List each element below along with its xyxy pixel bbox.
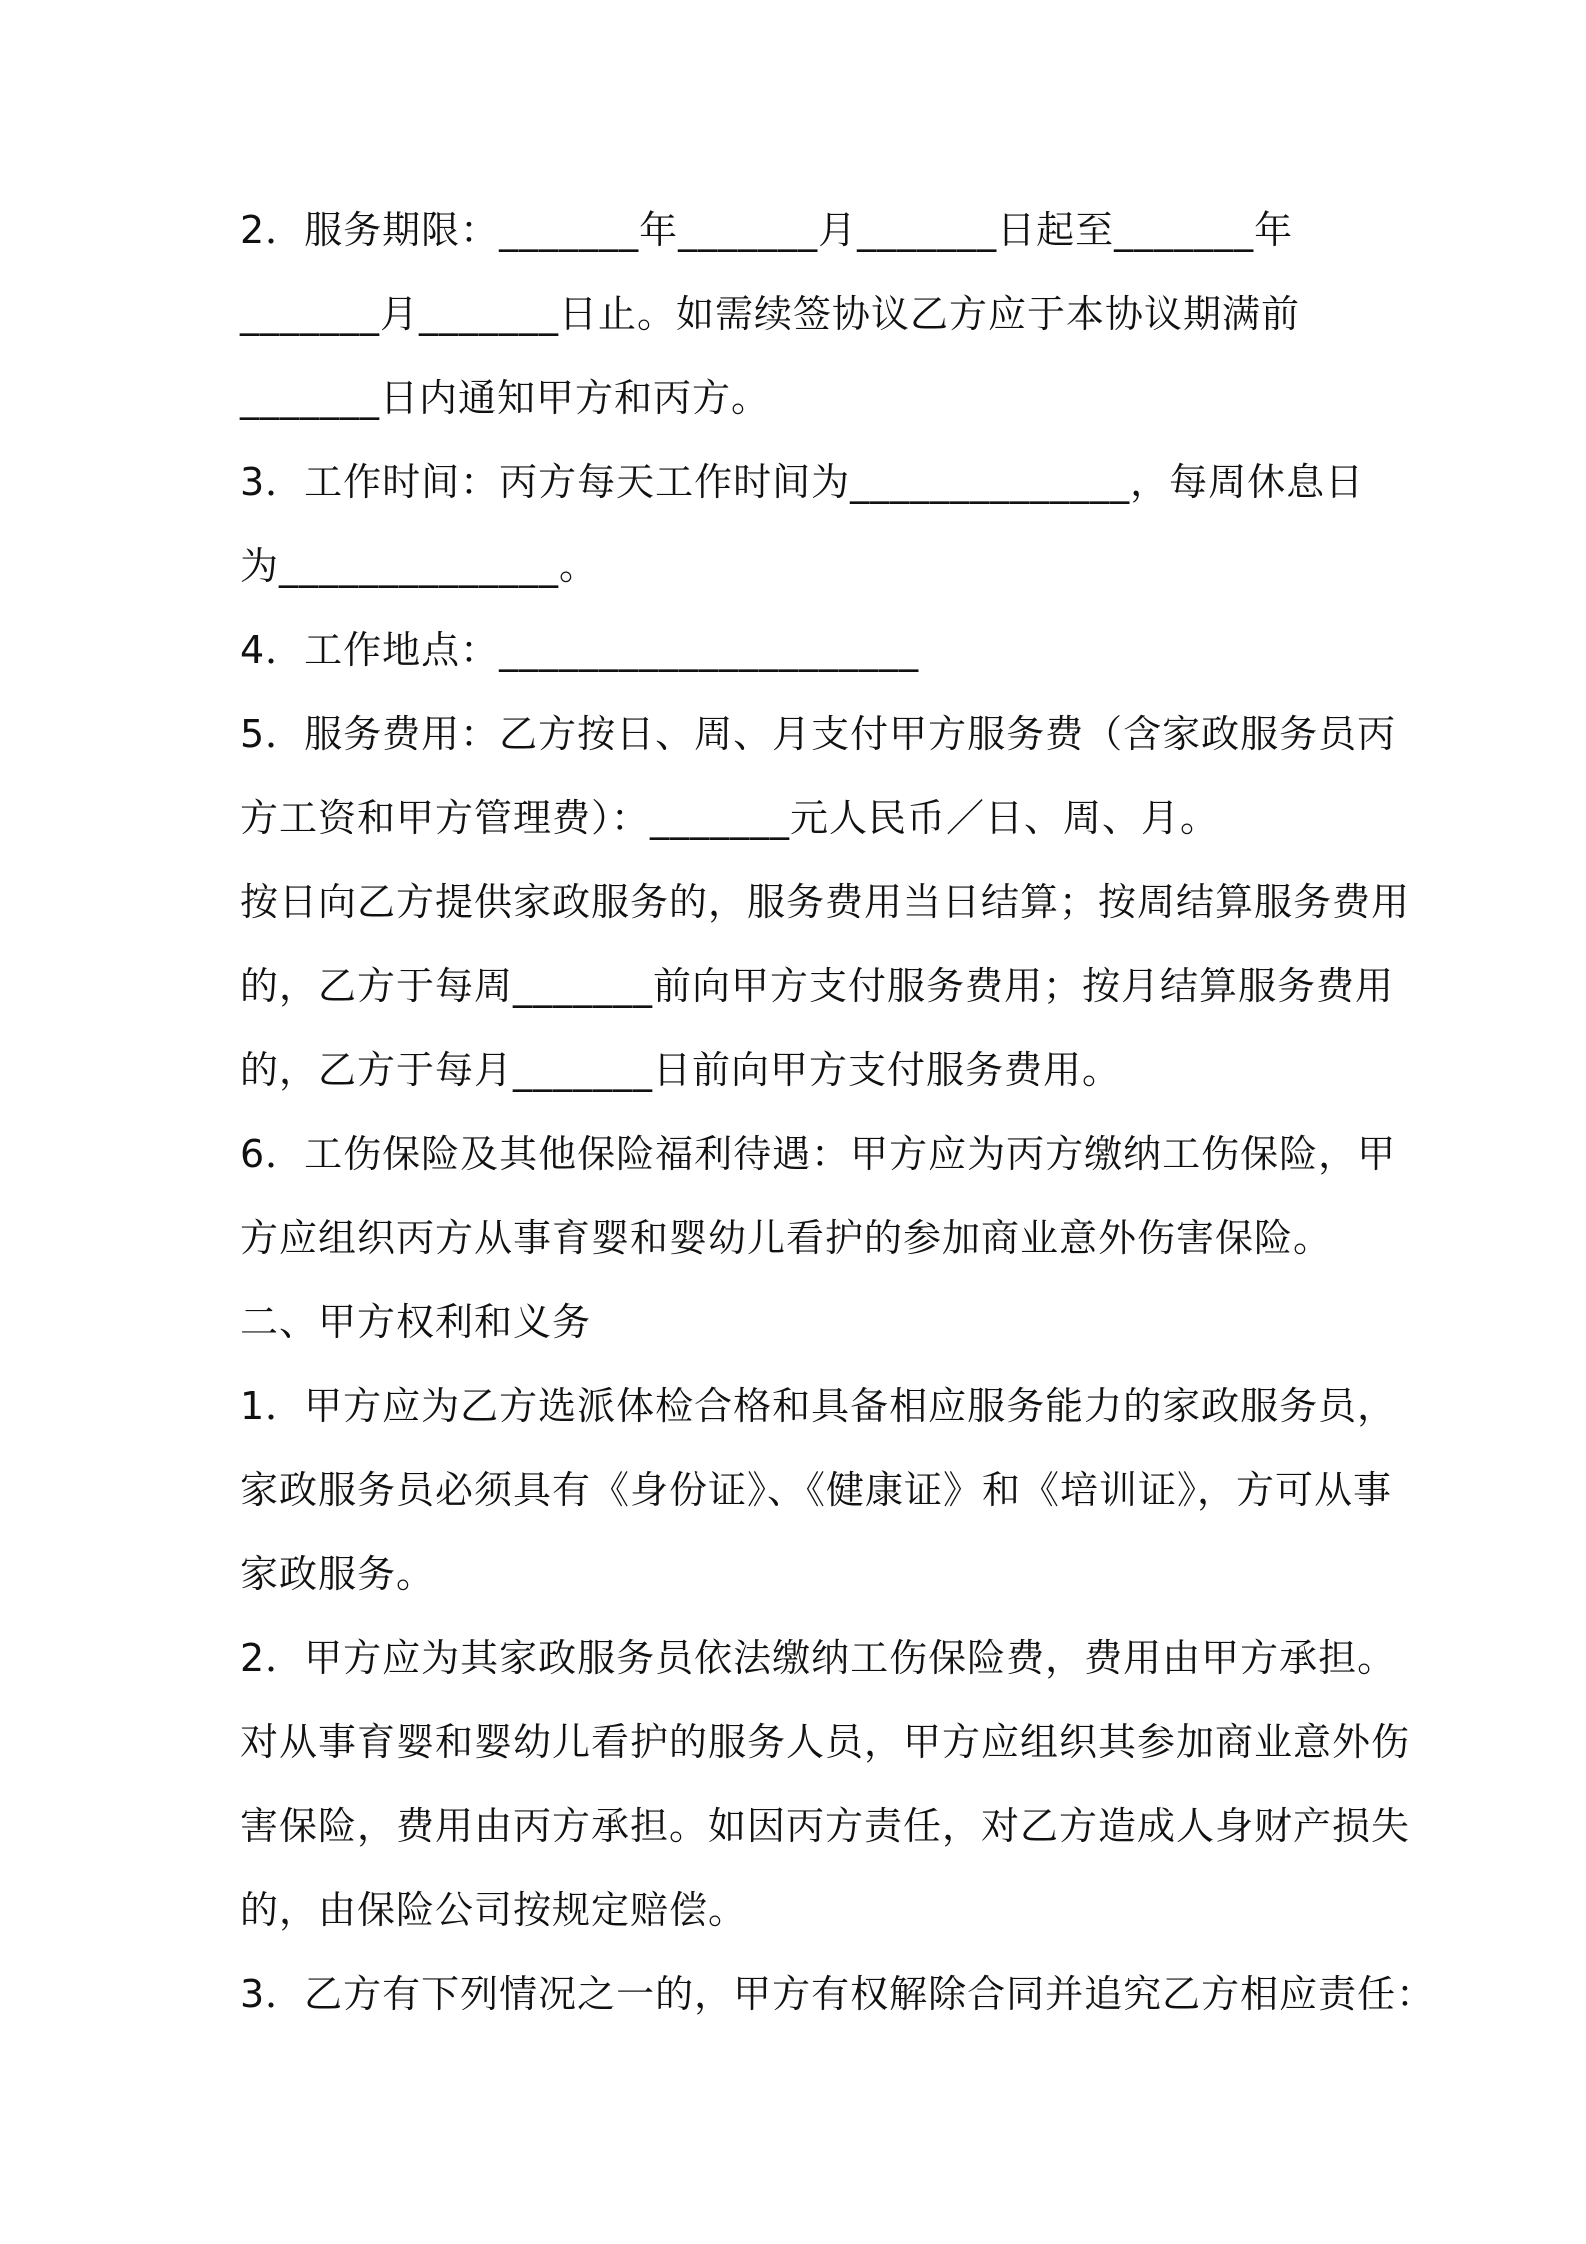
text-line: 5．服务费用：乙方按日、周、月支付甲方服务费（含家政服务员丙 xyxy=(240,712,1397,756)
text-line: 为______________。 xyxy=(240,544,599,588)
text-line: 2．甲方应为其家政服务员依法缴纳工伤保险费，费用由甲方承担。 xyxy=(240,1636,1397,1680)
text-line: 的，由保险公司按规定赔偿。 xyxy=(240,1888,748,1932)
text-line: 1．甲方应为乙方选派体检合格和具备相应服务能力的家政服务员， xyxy=(240,1384,1397,1428)
text-line: 方工资和甲方管理费）：_______元人民币／日、周、月。 xyxy=(240,796,1220,840)
text-line: 家政服务员必须具有《身份证》、《健康证》和《培训证》，方可从事 xyxy=(240,1468,1393,1512)
text-line: 3．乙方有下列情况之一的，甲方有权解除合同并追究乙方相应责任： xyxy=(240,1972,1436,2016)
text-line: 按日向乙方提供家政服务的，服务费用当日结算；按周结算服务费用 xyxy=(240,880,1411,924)
text-line: _______月_______日止。如需续签协议乙方应于本协议期满前 xyxy=(240,292,1301,336)
text-line: 害保险，费用由丙方承担。如因丙方责任，对乙方造成人身财产损失 xyxy=(240,1804,1411,1848)
text-line: 6．工伤保险及其他保险福利待遇：甲方应为丙方缴纳工伤保险，甲 xyxy=(240,1132,1397,1176)
text-line: 4．工作地点：_____________________ xyxy=(240,628,920,672)
text-line: 2．服务期限：_______年_______月_______日起至_______年 xyxy=(240,208,1294,252)
text-line: _______日内通知甲方和丙方。 xyxy=(240,376,771,420)
section-heading: 二、甲方权利和义务 xyxy=(240,1300,592,1344)
text-line: 的，乙方于每月_______日前向甲方支付服务费用。 xyxy=(240,1048,1122,1092)
text-line: 对从事育婴和婴幼儿看护的服务人员，甲方应组织其参加商业意外伤 xyxy=(240,1720,1411,1764)
text-line: 方应组织丙方从事育婴和婴幼儿看护的参加商业意外伤害保险。 xyxy=(240,1216,1333,1260)
text-line: 的，乙方于每周_______前向甲方支付服务费用；按月结算服务费用 xyxy=(240,964,1395,1008)
text-line: 3．工作时间：丙方每天工作时间为______________，每周休息日 xyxy=(240,460,1365,504)
text-line: 家政服务。 xyxy=(240,1552,436,1596)
